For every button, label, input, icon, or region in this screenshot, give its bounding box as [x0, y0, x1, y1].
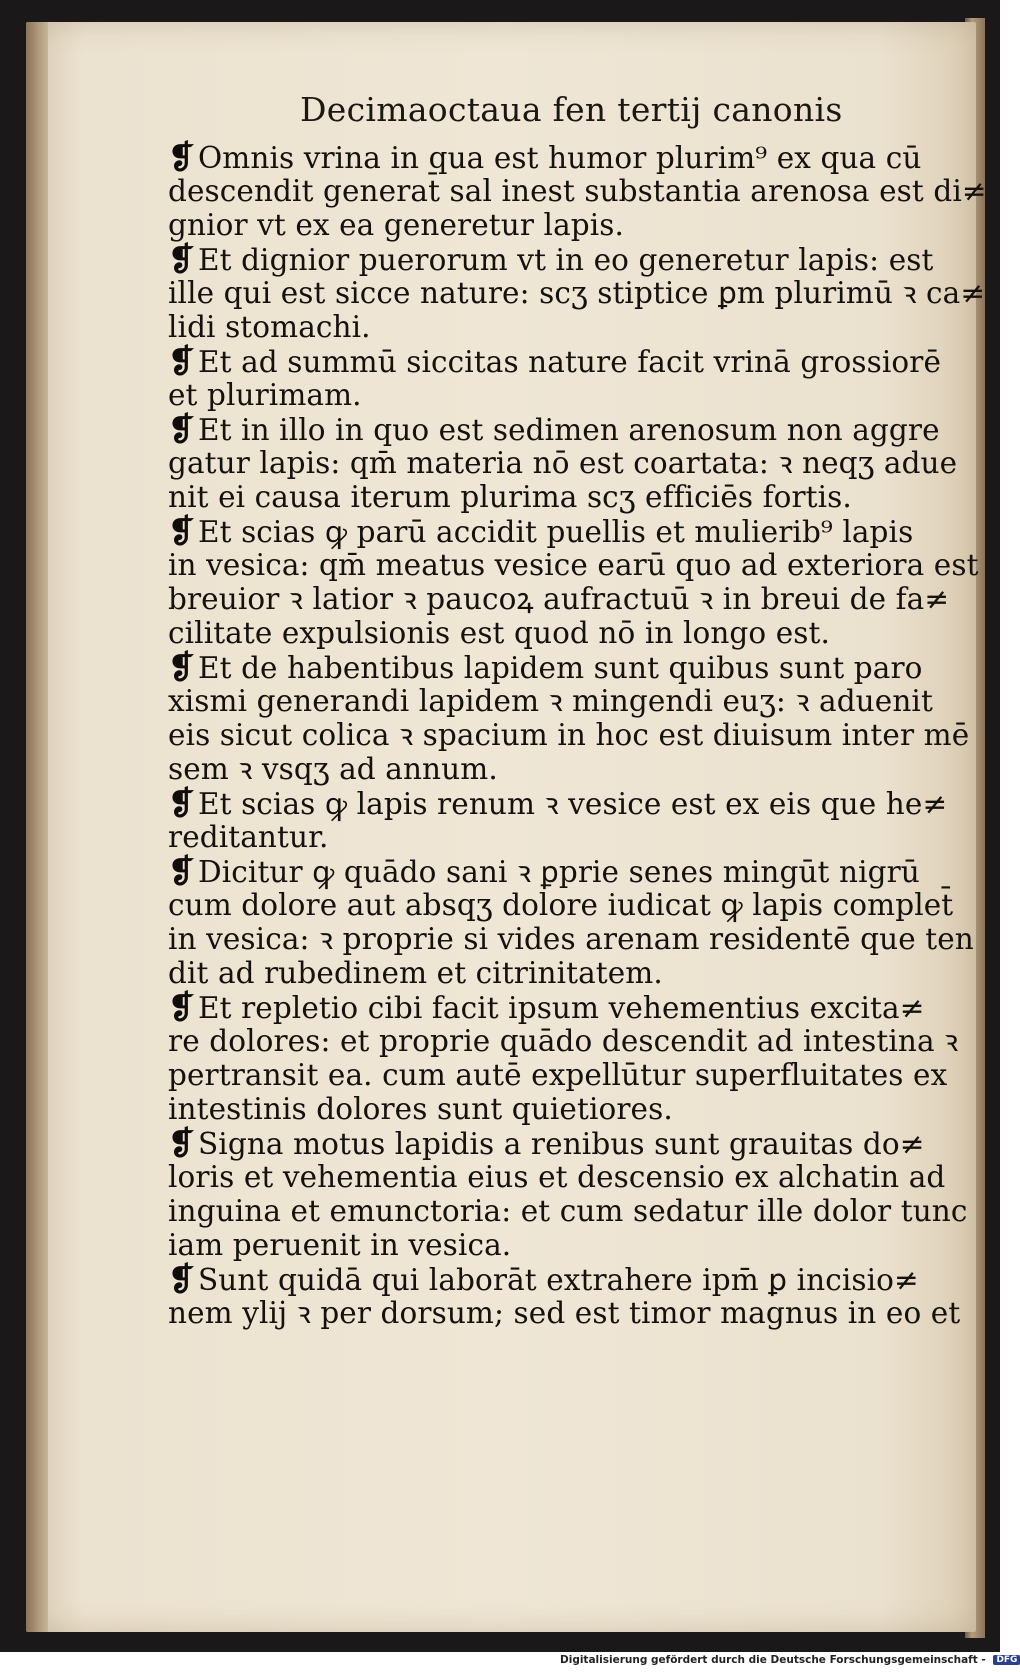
text-line: [168, 752, 928, 786]
text-line: [168, 378, 928, 412]
text-line: [168, 1160, 946, 1194]
line-text: Et scias ꝙ parū accidit puellis et mulierib⁹ lapis: [198, 515, 914, 549]
line-text: Et repletio cibi facit ipsum vehementius excita≠: [198, 991, 925, 1025]
credit-text: Digitalisierung gefördert durch die Deutsche Forschungsgemeinschaft -: [560, 1654, 986, 1666]
text-line: [168, 1262, 928, 1296]
text-line: [168, 410, 940, 448]
text-line: [168, 854, 928, 888]
line-text: re dolores: et proprie quādo descendit ad intestina ꝛ: [168, 1024, 959, 1058]
pilcrow-icon: ❡: [168, 784, 195, 822]
text-line: [168, 240, 934, 278]
text-line: [168, 174, 987, 208]
line-text: lidi stomachi.: [168, 310, 371, 344]
text-line: [168, 1058, 948, 1092]
dfg-logo: DFG: [993, 1655, 1020, 1665]
line-text: et plurimam.: [168, 378, 362, 412]
line-text: sem ꝛ vsqʒ ad annum.: [168, 752, 498, 786]
text-line: [168, 1194, 968, 1228]
line-text: Signa motus lapidis a renibus sunt grauitas do≠: [198, 1127, 925, 1161]
text-line: [168, 888, 954, 922]
text-line: [168, 1228, 928, 1262]
line-text: inguina et emunctoria: et cum sedatur ille dolor tunc: [168, 1194, 968, 1228]
pilcrow-icon: ❡: [168, 138, 195, 176]
line-text: nit ei causa iterum plurima scʒ efficiēs fortis.: [168, 480, 852, 514]
text-line: [168, 1296, 961, 1330]
text-line: [168, 684, 933, 718]
text-line: [168, 342, 942, 380]
line-text: loris et vehementia eius et descensio ex alchatin ad: [168, 1160, 946, 1194]
line-text: descendit generat̄ sal inest substantia arenosa est di≠: [168, 174, 987, 208]
line-text: in vesica: qm̄ meatus vesice earū quo ad exteriora est: [168, 548, 979, 582]
text-line: [168, 784, 948, 822]
pilcrow-icon: ❡: [168, 1124, 195, 1162]
line-text: Dicitur ꝙ quādo sani ꝛ ꝑprie senes mingūt nigrū: [198, 855, 920, 889]
pilcrow-icon: ❡: [168, 1260, 195, 1298]
line-text: nem ylij ꝛ per dorsum; sed est timor magnus in eo et: [168, 1296, 961, 1330]
text-line: [168, 140, 928, 174]
line-text: dit ad rubedinem et citrinitatem.: [168, 956, 663, 990]
text-line: [168, 990, 928, 1024]
line-text: Et scias ꝙ lapis renum ꝛ vesice est ex eis que he≠: [198, 787, 948, 821]
text-line: [168, 1126, 928, 1160]
text-line: [168, 582, 950, 616]
text-line: [168, 718, 970, 752]
text-line: [168, 650, 928, 684]
line-text: Et ad summū siccitas nature facit vrinā grossiorē: [198, 345, 942, 379]
line-text: breuior ꝛ latior ꝛ paucoꝝ aufractuū ꝛ in breui de fa≠: [168, 582, 950, 616]
text-line: [168, 480, 928, 514]
line-text: Et de habentibus lapidem sunt quibus sunt paro: [198, 651, 923, 685]
line-text: eis sicut colica ꝛ spacium in hoc est diuisum inter mē: [168, 718, 970, 752]
line-text: ille qui est sicce nature: scʒ stiptice ꝑm plurimū ꝛ ca≠: [168, 276, 986, 310]
text-line: [168, 1024, 959, 1058]
text-line: [168, 956, 928, 990]
line-text: Omnis vrina in qua est humor plurim⁹ ex qua cū: [198, 141, 922, 175]
running-head: Decimaoctaua fen tertij canonis: [300, 90, 843, 129]
digitization-credit: [560, 1654, 1020, 1670]
text-block: [168, 138, 987, 1330]
text-line: [168, 922, 974, 956]
line-text: Et dignior puerorum vt in eo generetur lapis: est: [198, 243, 934, 277]
line-text: in vesica: ꝛ proprie si vides arenam residentē que ten: [168, 922, 974, 956]
pilcrow-icon: ❡: [168, 988, 195, 1026]
line-text: Sunt quidā qui laborāt extrahere ipm̄ ꝑ incisio≠: [198, 1263, 919, 1297]
pilcrow-icon: ❡: [168, 852, 195, 890]
text-line: [168, 208, 928, 242]
pilcrow-icon: ❡: [168, 342, 195, 380]
pilcrow-icon: ❡: [168, 410, 195, 448]
text-line: [168, 820, 928, 854]
text-line: [168, 310, 928, 344]
text-line: [168, 1092, 928, 1126]
line-text: gnior vt ex ea generetur lapis.: [168, 208, 624, 242]
line-text: cilitate expulsionis est quod nō in longo est.: [168, 616, 830, 650]
line-text: pertransit ea. cum autē expellūtur superfluitates ex: [168, 1058, 948, 1092]
line-text: xismi generandi lapidem ꝛ mingendi euʒ: ꝛ aduenit: [168, 684, 933, 718]
line-text: gatur lapis: qm̄ materia nō est coartata: ꝛ neqʒ adue: [168, 446, 958, 480]
line-text: iam peruenit in vesica.: [168, 1228, 512, 1262]
text-line: [168, 446, 958, 480]
pilcrow-icon: ❡: [168, 512, 195, 550]
line-text: Et in illo in quo est sedimen arenosum non aggre: [198, 413, 940, 447]
text-line: [168, 514, 928, 548]
page-gutter: [26, 22, 48, 1632]
line-text: cum dolore aut absqʒ dolore iudicat ꝙ lapis complet̄: [168, 888, 954, 922]
text-line: [168, 276, 986, 310]
line-text: reditantur.: [168, 820, 329, 854]
text-line: [168, 616, 928, 650]
pilcrow-icon: ❡: [168, 240, 195, 278]
text-line: [168, 548, 979, 582]
line-text: intestinis dolores sunt quietiores.: [168, 1092, 673, 1126]
pilcrow-icon: ❡: [168, 648, 195, 686]
